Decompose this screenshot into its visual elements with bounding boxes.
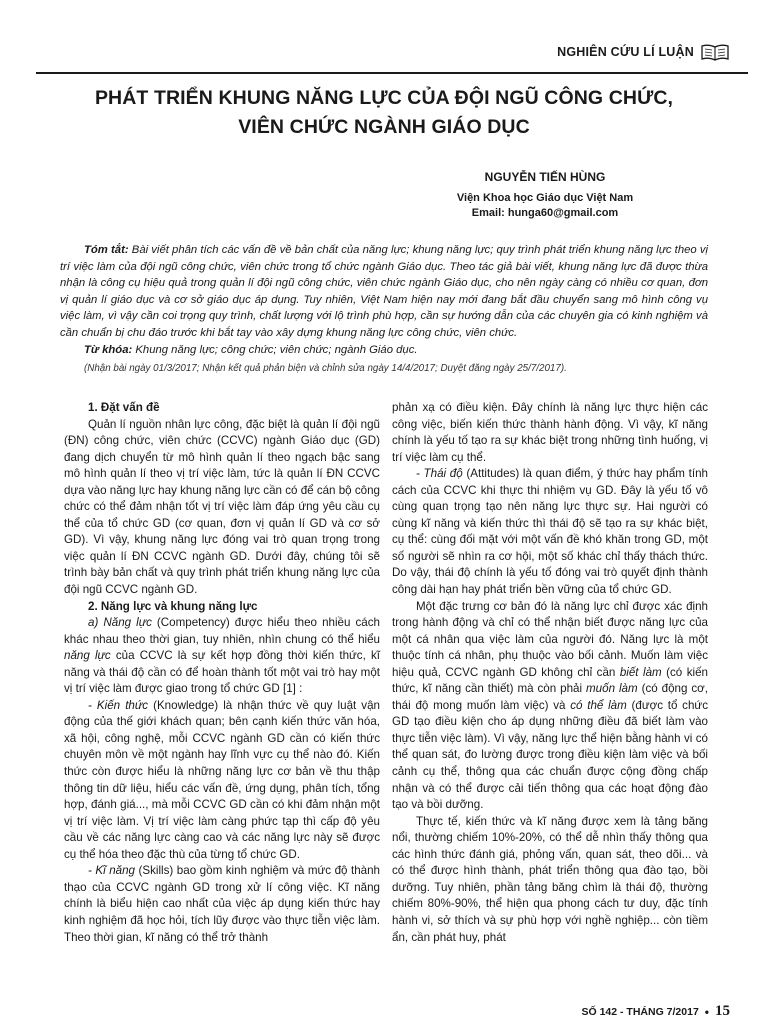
term: - Kĩ năng bbox=[88, 864, 135, 878]
title-line-1: PHÁT TRIỂN KHUNG NĂNG LỰC CỦA ĐỘI NGŨ CÔNG CHỨC, bbox=[94, 87, 674, 109]
author-email: Email: hunga60@gmail.com bbox=[471, 207, 619, 219]
right-column bbox=[392, 400, 708, 946]
section-heading-2: 2. Năng lực và khung năng lực bbox=[88, 599, 258, 613]
page-number: 15 bbox=[715, 1003, 730, 1019]
header-divider bbox=[36, 72, 748, 74]
term: năng lực bbox=[64, 649, 111, 663]
section-heading-1: 1. Đặt vấn đề bbox=[88, 401, 160, 414]
paragraph: Quản lí nguồn nhân lực công, đặc biệt là quản lí đội ngũ (ĐN) công chức, viên chức (CCVC) ngành Giáo dục (GD) đang dịch chuyển từ mô hình quản lí theo ngạch bậc sang mô hình quản lí theo vị trí việc làm, tức là quản lí ĐN CCVC dựa vào năng lực hay khung năng lực cần có để cán bộ công chức có thể đảm nhận tốt vị trí việc làm đáp ứng yêu cầu cụ thể của tổ chức GD (cơ quan, đơn vị quản lí GD và cơ sở GD). Vì vậy, khung năng lực đóng vai trò quan trọng trong việc quản lí ĐN CCVC ngành GD. Dưới đây, chúng tôi sẽ trình bày bản chất và quy trình phát triển khung năng lực của đội ngũ CCVC ngành GD. bbox=[64, 417, 380, 597]
author-name: NGUYỄN TIẾN HÙNG bbox=[484, 170, 606, 184]
open-book-icon bbox=[700, 42, 730, 62]
paragraph-text: Một đặc trưng cơ bản đó là năng lực chỉ được xác định trong hành động và chỉ có thể nhận biết được năng lực của một cá nhân qua việc làm của người đó. Năng lực là một thuộc tính cá nhân, phụ thuộc vào bối cảnh. Muốn làm việc hiệu quả, CCVC ngành GD không chỉ cần bbox=[392, 599, 708, 679]
paragraph: Thực tế, kiến thức và kĩ năng được xem là tảng băng nổi, thường chiếm 10%-20%, có thể dễ nhìn thấy thông qua các hình thức đánh giá, phỏng vấn, quan sát, theo dõi... và có thể được hình thành, phát triển thông qua đào tạo, bồi dưỡng. Tuy nhiên, phần tảng băng chìm là thái độ, thường chiếm 80%-90%, thể hiện qua phong cách tư duy, đặc tính hành vi, sở thích và sự phù hợp với nghề nghiệp... còn tiềm ẩn, cần phát huy, phát bbox=[392, 814, 708, 944]
keywords bbox=[60, 342, 708, 359]
author-block bbox=[380, 169, 710, 221]
paragraph bbox=[64, 698, 380, 863]
paragraph-text: (có động cơ, thái độ mong muốn làm việc) và bbox=[392, 682, 709, 712]
article-title bbox=[40, 84, 728, 142]
left-column bbox=[64, 400, 380, 946]
footer-bullet: • bbox=[704, 1004, 709, 1019]
paragraph-text: (Knowledge) là nhận thức về quy luật vận động của thế giới khách quan; bên cạnh kiến thức văn hóa, xã hội, công nghệ, mỗi CCVC ngành GD cần có kiến thức chuyên môn về một ngành hay lĩnh vực cụ thể nào đó. Kiến thức còn được hiểu là những năng lực cơ bản về thu thập thông tin dữ liệu, hiểu các vấn đề, ứng dụng, phân tích, tổng hợp, đánh giá..., mà mỗi CCVC GD cần có khi đảm nhận một vị trí việc làm. Vị trí việc làm càng phức tạp thì cấp độ yêu cầu về các năng lực càng cao và các năng lực này sẽ được cụ thể hóa theo đặc thù của từng tổ chức GD. bbox=[64, 698, 380, 861]
paragraph-text: của CCVC là sự kết hợp đồng thời kiến thức, kĩ năng và thái độ cần có để hoàn thành tốt một vai trò hay một vị trí việc làm được giao trong tổ chức GD [1] : bbox=[64, 649, 380, 696]
paragraph-text: (được tổ chức GD tạo điều kiện cho áp dụng những điều đã biết làm vào thực tiễn việc làm). Vì vậy, năng lực thể hiện bằng hành vi có thể quan sát, đo lường được trong điều kiện làm việc và bối cảnh cụ thể, thông qua các chuẩn được cộng đồng chấp nhận và có thể được cải tiến thông qua các hoạt động đào tạo và bồi dưỡng. bbox=[392, 698, 708, 812]
page-footer bbox=[581, 1003, 730, 1020]
submission-dates: (Nhận bài ngày 01/3/2017; Nhận kết quả phản biện và chỉnh sửa ngày 14/4/2017; Duyệt đăng ngày 25/7/2017). bbox=[84, 363, 567, 374]
paragraph bbox=[64, 615, 380, 698]
paragraph-text: (có kiến thức, kĩ năng cần thiết) mà còn phải bbox=[392, 665, 708, 696]
section-title: NGHIÊN CỨU LÍ LUẬN bbox=[557, 45, 694, 59]
title-line-2: VIÊN CHỨC NGÀNH GIÁO DỤC bbox=[238, 116, 530, 138]
paragraph: phản xạ có điều kiện. Đây chính là năng lực thực hiện các công việc, biến kiến thức thành hành động. Vì vậy, kĩ năng chính là yếu tố tạo ra sự khác biệt trong những tình huống, vị trí việc làm cụ thể. bbox=[392, 401, 708, 464]
paragraph-text: (Competency) được hiểu theo nhiều cách khác nhau theo thời gian, tuy nhiên, nhìn chung có thể hiểu bbox=[64, 616, 380, 646]
paragraph bbox=[392, 466, 708, 598]
abstract-text bbox=[60, 242, 708, 342]
paragraph-text: (Attitudes) là quan điểm, ý thức hay phẩm tính cách của CCVC khi thực thi nhiệm vụ GD. Đây là yếu tố vô cùng quan trọng tạo nên năng lực thực sự. Hai người có cùng kĩ năng và kiến thức thì thái độ sẽ tạo ra sự khác biệt, cụ thể: cùng đối mặt với một vấn đề khó khăn trong GD, một số người sẽ nhìn ra cơ hội, một số khác chỉ thấy thách thức. Do vậy, thái độ chính là yếu tố đóng vai trò quyết định thành công dài hạn hay phát triển bền vững của tổ chức GD. bbox=[392, 467, 708, 597]
term: a) Năng lực bbox=[88, 616, 152, 630]
author-institution: Viện Khoa học Giáo dục Việt Nam bbox=[456, 192, 634, 204]
term: - Thái độ bbox=[416, 467, 463, 481]
issue-label: SỐ 142 - THÁNG 7/2017 bbox=[581, 1005, 699, 1018]
paragraph bbox=[392, 599, 708, 814]
section-header bbox=[557, 42, 730, 62]
term: - Kiến thức bbox=[88, 698, 149, 712]
keywords-body: Khung năng lực; công chức; viên chức; ngành Giáo dục. bbox=[135, 343, 418, 356]
abstract-label: Tóm tắt: bbox=[84, 244, 129, 256]
keywords-label: Từ khóa: bbox=[84, 343, 133, 356]
paragraph-text: (Skills) bao gồm kinh nghiệm và mức độ thành thạo của CCVC ngành GD trong xử lí công việc. Kĩ năng chính là biểu hiện cao nhất của việc áp dụng kiến thức hay kinh nghiệm đã học hỏi, tích lũy được vào thực tiễn việc làm. Theo thời gian, kĩ năng có thể trở thành bbox=[64, 864, 380, 944]
abstract-body: Bài viết phân tích các vấn đề về bản chất của năng lực; khung năng lực; quy trình phát triển khung năng lực theo vị trí việc làm của đội ngũ công chức, viên chức trong tổ chức ngành Giáo dục. Theo tác giả bài viết, khung năng lực đã được thừa nhận là công cụ hiệu quả trong quản lí đội ngũ công chức, viên chức ngành Giáo dục, cho nên ngày càng có nhiều cơ quan, đơn vị quản lí giáo dục và cơ sở giáo dục áp dụng. Tuy nhiên, Việt Nam hiện nay mới đang bắt đầu chuyển sang mô hình công vụ việc làm, vì vậy cần coi trọng quy trình, chất lượng với lộ trình phù hợp, cần sự hướng dẫn của các chuyên gia có kinh nghiệm và cần chuẩn bị chu đáo trước khi bắt tay vào xây dựng khung năng lực công chức, viên chức. bbox=[60, 244, 708, 339]
term: muốn làm bbox=[586, 682, 638, 696]
paragraph bbox=[64, 863, 380, 946]
term: biết làm bbox=[619, 665, 662, 679]
term: có thể làm bbox=[570, 698, 627, 712]
abstract bbox=[60, 242, 708, 358]
